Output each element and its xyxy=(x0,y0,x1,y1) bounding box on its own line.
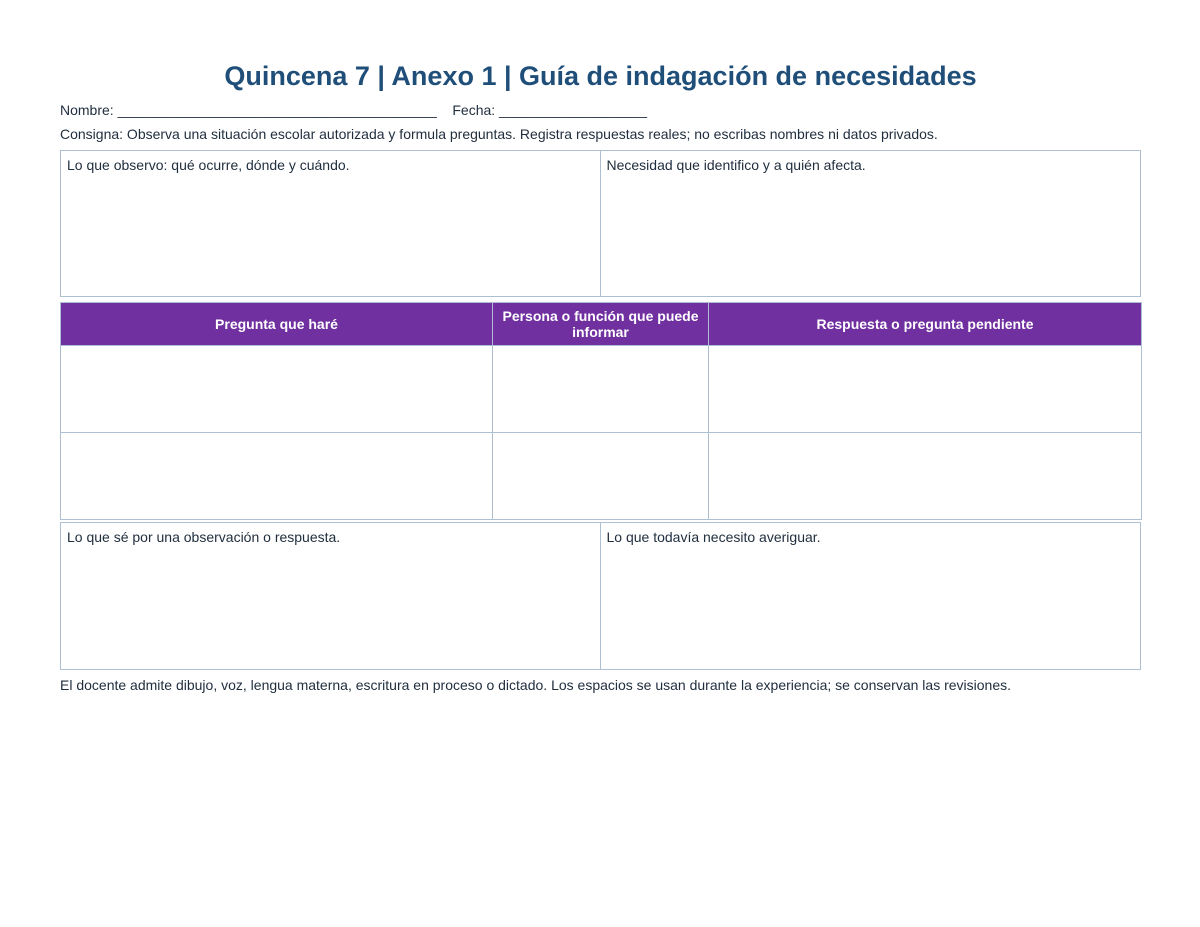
footer-note: El docente admite dibujo, voz, lengua materna, escritura en proceso o dictado. Los espacios se usan durante la experiencia; se conservan las revisiones. xyxy=(60,677,1011,693)
known-box-label: Lo que sé por una observación o respuesta. xyxy=(67,529,341,545)
question-table xyxy=(60,302,1142,520)
observation-box[interactable] xyxy=(60,150,601,297)
need-box[interactable] xyxy=(601,150,1142,297)
observation-boxes xyxy=(60,150,1141,297)
table-row xyxy=(61,433,1142,520)
table-row xyxy=(61,346,1142,433)
answer-cell[interactable] xyxy=(709,433,1142,520)
question-cell[interactable] xyxy=(61,346,493,433)
column-header-question: Pregunta que haré xyxy=(61,303,493,346)
known-box[interactable] xyxy=(60,522,601,670)
informant-cell[interactable] xyxy=(493,346,709,433)
informant-cell[interactable] xyxy=(493,433,709,520)
page-title: Quincena 7 | Anexo 1 | Guía de indagación de necesidades xyxy=(224,61,977,91)
column-header-informant: Persona o función que puede informar xyxy=(493,303,709,346)
question-table-header-row xyxy=(61,303,1142,346)
answer-cell[interactable] xyxy=(709,346,1142,433)
name-date-line: Nombre: _________________________________________ Fecha: ___________________ xyxy=(60,102,647,118)
observation-box-label: Lo que observo: qué ocurre, dónde y cuándo. xyxy=(67,157,350,173)
need-box-label: Necesidad que identifico y a quién afecta. xyxy=(606,157,866,173)
column-header-answer: Respuesta o pregunta pendiente xyxy=(709,303,1142,346)
unknown-box-label: Lo que todavía necesito averiguar. xyxy=(606,529,821,545)
question-cell[interactable] xyxy=(61,433,493,520)
instruction-text: Consigna: Observa una situación escolar autorizada y formula preguntas. Registra respuestas reales; no escribas nombres ni datos privados. xyxy=(60,126,938,142)
knowledge-boxes xyxy=(60,522,1141,670)
unknown-box[interactable] xyxy=(601,522,1142,670)
